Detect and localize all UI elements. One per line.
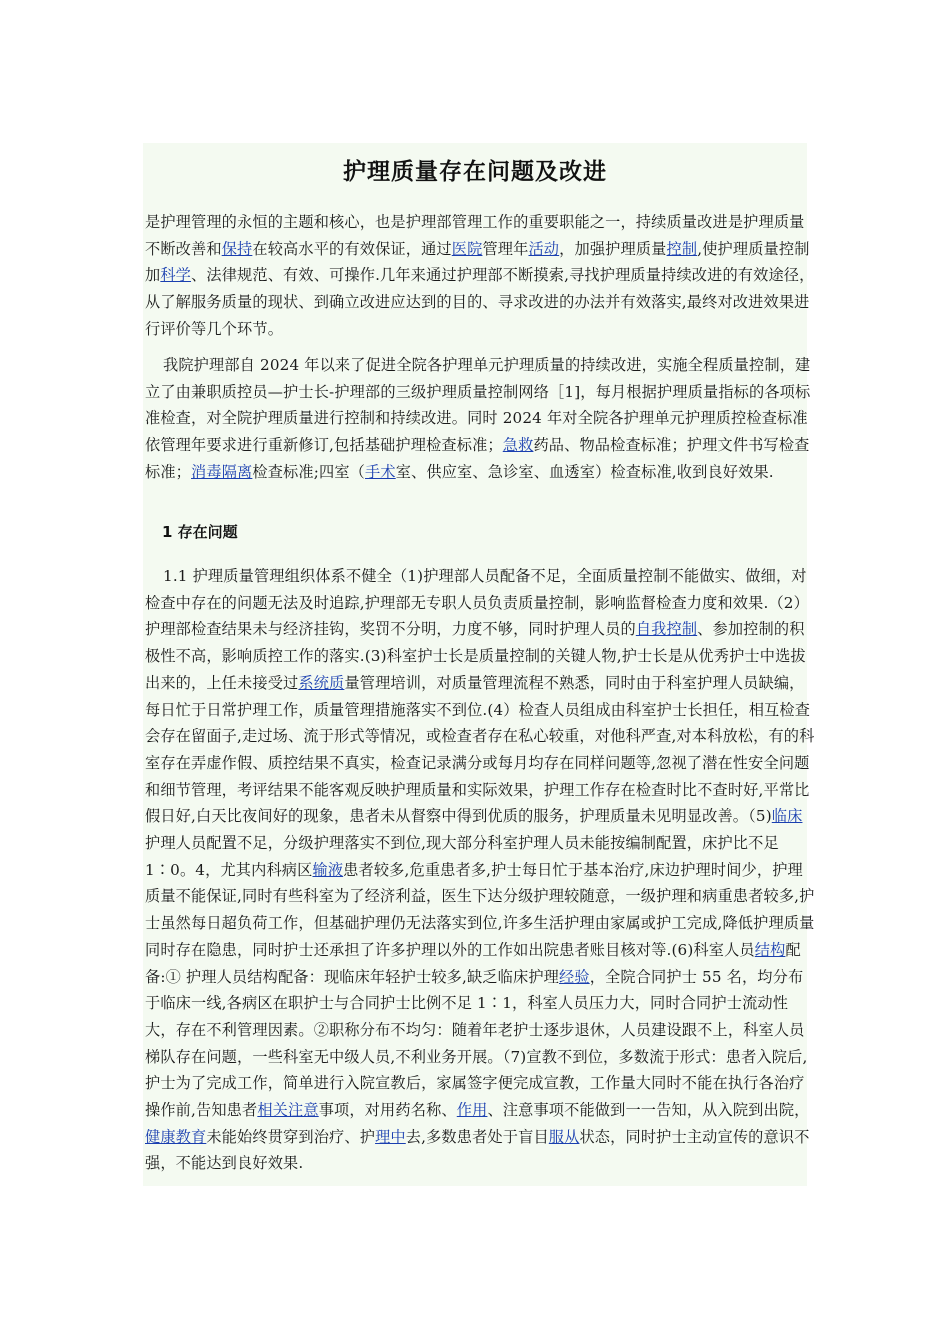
inline-link[interactable]: 保持 [221, 239, 253, 258]
paragraph-text: 是护理管理的永恒的主题和核心，也是护理部管理工作的重要职能之一，持续质量改进是护理质量不断改善和 [145, 213, 805, 258]
inline-link[interactable]: 控制 [666, 239, 698, 258]
paragraph-text: 状态，同时护士主动宣传的意识不强，不能达到良好效果. [145, 1127, 810, 1173]
inline-link[interactable]: 手术 [365, 462, 396, 481]
paragraph-text: 我院护理部自 2024 年以来了促进全院各护理单元护理质量的持续改进，实施全程质量控制，建立了由兼职质控员—护士长-护理部的三级护理质量控制网络［1]，每月根据护理质量指标的各项标准检查，对全院护理质量进行控制和持续改进。同时 2024 年对全院各护理单元护理质控检查标准依管理年要求进行重新修订,包括基础护理检查标准； [145, 356, 811, 455]
paragraph-text: 去,多数患者处于盲目 [405, 1127, 549, 1146]
paragraph-text: 管理年 [482, 239, 529, 258]
inline-link[interactable]: 作用 [456, 1101, 488, 1120]
paragraph-text: 量管理培训，对质量管理流程不熟悉，同时由于科室护理人员缺编，每日忙于日常护理工作，质量管理措施落实不到位.(4）检查人员组成由科室护士长担任，相互检查会存在留面子,走过场、流于形式等情况，或检查者存在私心较重，对他科严查,对本科放松，有的科室存在弄虚作假、质控结果不真实，检查记录满分或每月均存在同样问题等,忽视了潜在性安全问题和细节管理，考评结果不能客观反映护理质量和实际效果，护理工作存在检查时比不查时好,平常比假日好,白天比夜间好的现象，患者未从督察中得到优质的服务，护理质量未见明显改善。（5) [145, 673, 815, 826]
paragraph-text: 检查标准;四室（ [252, 462, 366, 481]
problems-paragraph [145, 563, 815, 1177]
inline-link[interactable]: 系统质 [298, 673, 345, 692]
paragraph-text: ，全院合同护士 55 名，均分布于临床一线,各病区在职护士与合同护士比例不足 1∶1，科室人员压力大，同时合同护士流动性大，存在不利管理因素。②职称分布不均匀：随着年老护士逐步退休，人员建设跟不上，科室人员梯队存在问题，一些科室无中级人员,不利业务开展。（7)宣教不到位，多数流于形式：患者入院后,护士为了完成工作，简单进行入院宣教后，家属签字便完成宣教，工作量大同时不能在执行各治疗操作前,告知患者 [145, 967, 808, 1120]
section-heading: 1 存在问题 [162, 523, 238, 541]
paragraph-text: 1.1 护理质量管理组织体系不健全（1)护理部人员配备不足，全面质量控制不能做实、做细，对检查中存在的问题无法及时追踪,护理部无专职人员负责质量控制，影响监督检查力度和效果.（2）护理部检查结果未与经济挂钩，奖罚不分明，力度不够，同时护理人员的 [145, 567, 809, 639]
inline-link[interactable]: 医院 [451, 239, 483, 258]
inline-link[interactable]: 临床 [771, 807, 803, 826]
inline-link[interactable]: 消毒隔离 [191, 462, 253, 481]
inline-link[interactable]: 相关注意 [257, 1101, 319, 1120]
paragraph-text: 在较高水平的有效保证，通过 [252, 239, 452, 258]
background-paragraph [145, 352, 815, 486]
paragraph-text: ,使护理质量控制加 [145, 239, 810, 285]
inline-link[interactable]: 结构 [754, 940, 786, 959]
paragraph-text: 未能始终贯穿到治疗、护 [206, 1127, 376, 1146]
inline-link[interactable]: 理中 [375, 1127, 406, 1146]
paragraph-text: ，加强护理质量 [559, 239, 667, 258]
inline-link[interactable]: 健康教育 [145, 1127, 207, 1146]
paragraph-text: 护理人员配置不足，分级护理落实不到位,现大部分科室护理人员未能按编制配置，床护比不足 1∶0。4，尤其内科病区 [145, 834, 779, 879]
inline-link[interactable]: 科学 [160, 266, 192, 285]
paragraph-text: 、参加控制的积极性不高，影响质控工作的落实.(3)科室护士长是质量控制的关键人物,护士长是从优秀护士中选拔出来的，上任未接受过 [145, 620, 806, 692]
inline-link[interactable]: 活动 [528, 239, 560, 258]
paragraph-text: 、法律规范、有效、可操作.几年来通过护理部不断摸索,寻找护理质量持续改进的有效途径，从了解服务质量的现状、到确立改进应达到的目的、寻求改进的办法并有效落实,最终对改进效果进行评价等几个环节。 [145, 266, 815, 338]
paragraph-text: 、注意事项不能做到一一告知，从入院到出院， [487, 1101, 810, 1120]
inline-link[interactable]: 自我控制 [635, 620, 698, 639]
intro-paragraph [145, 209, 815, 343]
paragraph-text: 配备:① 护理人员结构配备：现临床年轻护士较多,缺乏临床护理 [145, 940, 801, 986]
inline-link[interactable]: 服从 [548, 1127, 580, 1146]
paragraph-text: 药品、物品检查标准；护理文件书写检查标准； [145, 436, 810, 481]
paragraph-text: 室、供应室、急诊室、血透室）检查标准,收到良好效果. [395, 462, 774, 481]
inline-link[interactable]: 输液 [312, 860, 344, 879]
paragraph-text: 患者较多,危重患者多,护士每日忙于基本治疗,床边护理时间少，护理质量不能保证,同时有些科室为了经济利益，医生下达分级护理较随意，一级护理和病重患者较多,护士虽然每日超负荷工作，但基础护理仍无法落实到位,许多生活护理由家属或护工完成,降低护理质量同时存在隐患，同时护士还承担了许多护理以外的工作如出院患者账目核对等.(6)科室人员 [145, 860, 815, 959]
inline-link[interactable]: 经验 [559, 967, 590, 986]
inline-link[interactable]: 急救 [502, 436, 534, 455]
document-panel [143, 143, 815, 1186]
paragraph-text: 事项，对用药名称、 [318, 1101, 457, 1120]
document-title: 护理质量存在问题及改进 [343, 159, 607, 185]
